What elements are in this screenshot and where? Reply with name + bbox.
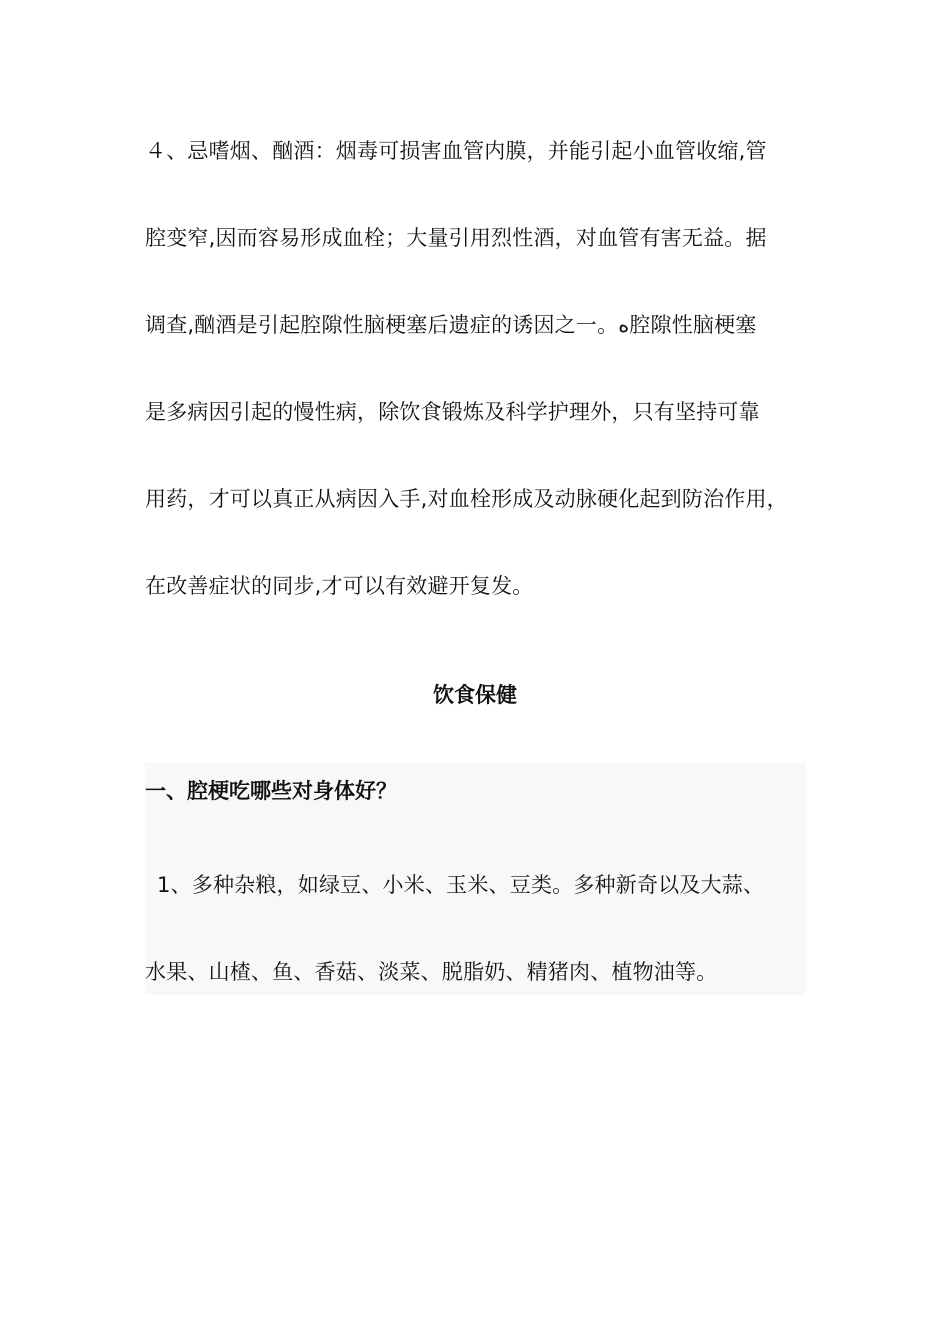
- paragraph-line: 在改善症状的同步,才可以有效避开复发。: [145, 574, 534, 598]
- paragraph-line: 用药，才可以真正从病因入手,对血栓形成及动脉硬化起到防治作用，: [145, 487, 788, 511]
- body-paragraph: [145, 131, 825, 653]
- answer-line: 水果、山楂、鱼、香菇、淡菜、脱脂奶、精猪肉、植物油等。: [145, 960, 718, 984]
- paragraph-line: 是多病因引起的慢性病，除饮食锻炼及科学护理外，只有坚持可靠: [145, 400, 760, 424]
- paragraph-line: 调查,酗酒是引起腔隙性脑梗塞后遗症的诱因之一。ه腔隙性脑梗塞: [145, 313, 757, 337]
- qa-block: [145, 763, 806, 995]
- question-heading: 一、腔梗吃哪些对身体好？: [145, 779, 397, 803]
- paragraph-line: ４、忌嗜烟、酗酒：烟毒可损害血管内膜，并能引起小血管收缩,管: [145, 139, 767, 163]
- answer-paragraph: [145, 865, 825, 1039]
- answer-line: 1、多种杂粮，如绿豆、小米、玉米、豆类。多种新奇以及大蒜、: [157, 873, 765, 897]
- section-title: 饮食保健: [433, 683, 517, 707]
- paragraph-line: 腔变窄,因而容易形成血栓；大量引用烈性酒，对血管有害无益。据: [145, 226, 767, 250]
